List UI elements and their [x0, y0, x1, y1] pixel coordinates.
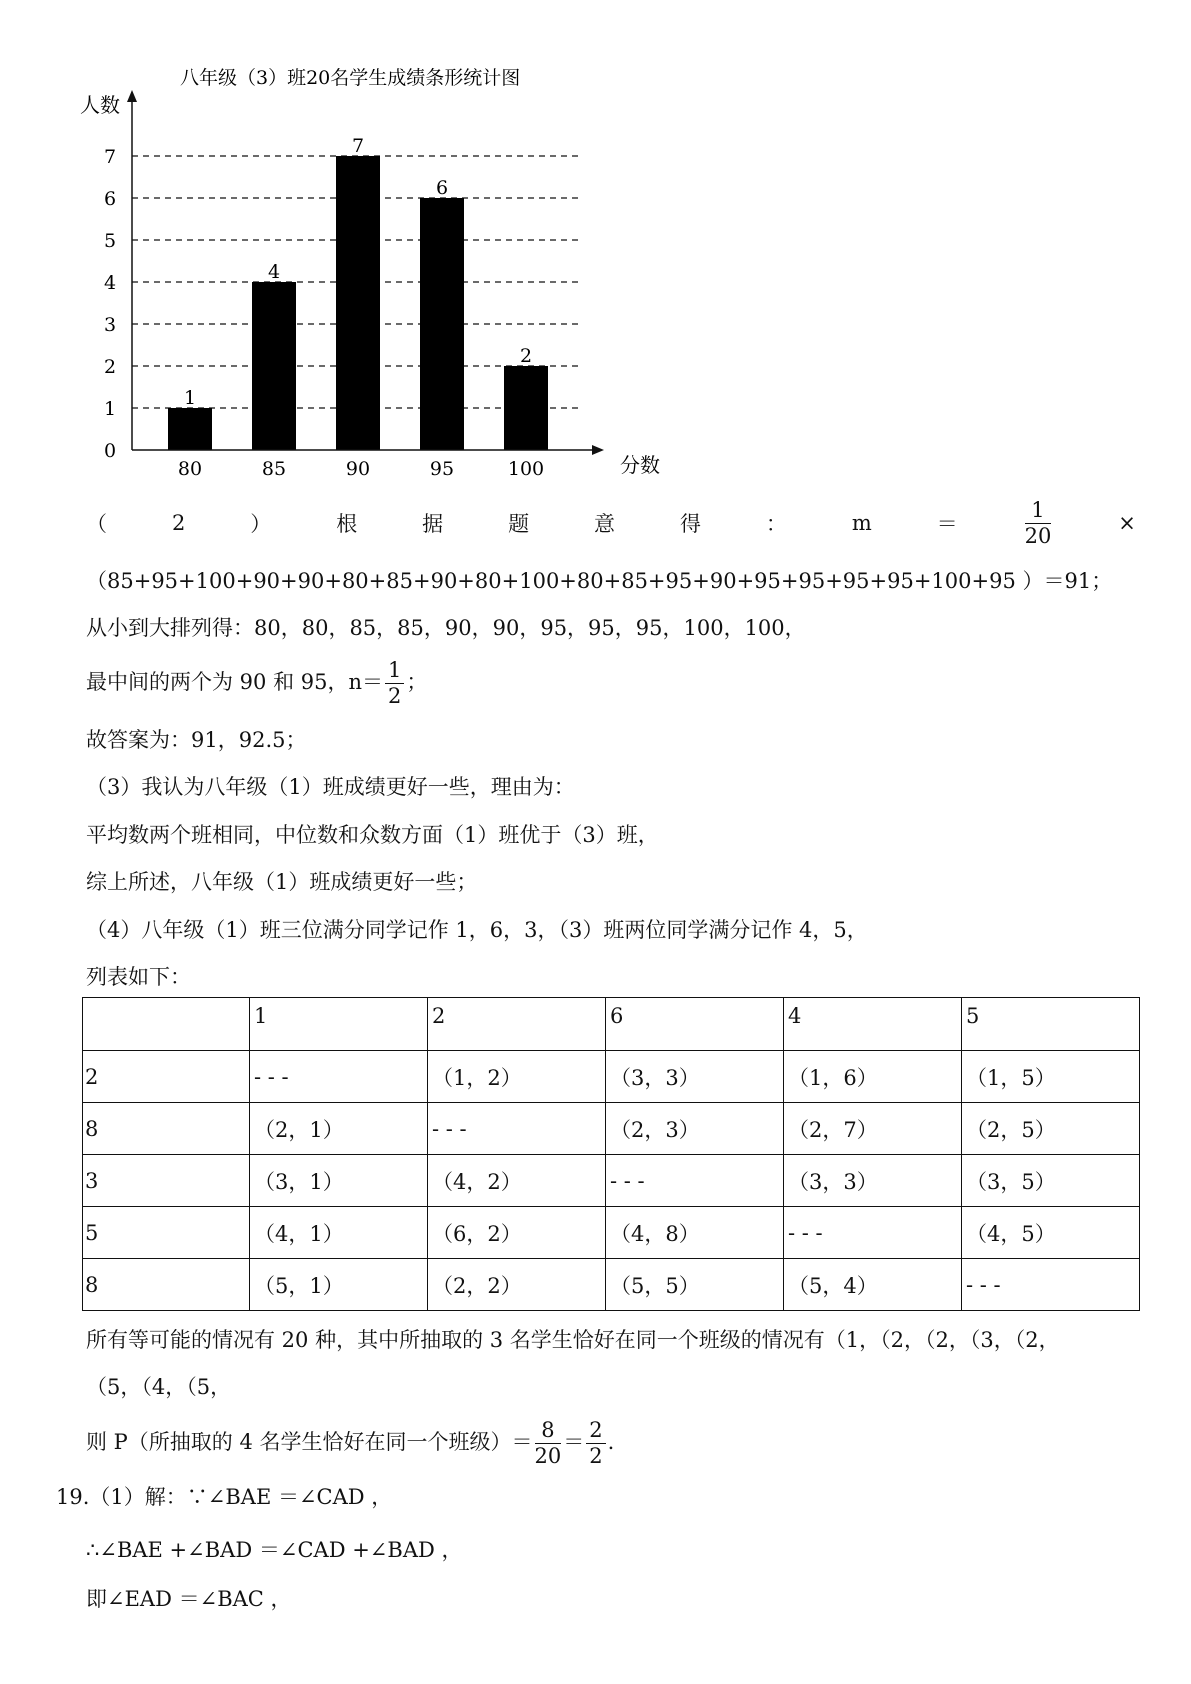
y-tick-label: 1 — [103, 398, 117, 420]
y-tick-label: 0 — [103, 440, 117, 462]
table-cell: （5，4） — [784, 1259, 962, 1311]
bar — [420, 198, 464, 450]
table-header-cell: 6 — [606, 998, 784, 1051]
table-cell: （5，1） — [250, 1259, 428, 1311]
y-tick-label: 6 — [103, 188, 117, 210]
spread-char: 2 — [171, 511, 186, 535]
bar-chart-svg — [80, 60, 660, 490]
sum-expression: （85+95+100+90+90+80+85+90+80+100+80+85+95+90+95+95+95+95+100+95 ）＝91； — [86, 569, 1113, 593]
table-header-row — [83, 998, 1140, 1051]
table-header-cell: 2 — [428, 998, 606, 1051]
table-cell: （2，2） — [428, 1259, 606, 1311]
bar-value-label: 6 — [435, 177, 449, 199]
table-cell: - - - — [428, 1103, 606, 1155]
y-tick-label: 5 — [103, 230, 117, 252]
spread-char: ： — [765, 512, 787, 536]
table-header-cell — [83, 998, 250, 1051]
table-cell: 8 — [83, 1259, 250, 1311]
fraction-numerator: 1 — [1025, 500, 1052, 524]
table-cell: （5，5） — [606, 1259, 784, 1311]
chart-title: 八年级（3）班20名学生成绩条形统计图 — [180, 67, 521, 89]
spread-char: m — [851, 511, 872, 535]
x-tick-label: 85 — [261, 458, 287, 480]
fraction-one-twentieth — [1024, 497, 1052, 548]
bar-value-label: 7 — [351, 135, 365, 157]
table-cell: （4，2） — [428, 1155, 606, 1207]
table-row — [83, 1155, 1140, 1207]
q19-line3: 即∠EAD ＝∠BAC ， — [86, 1587, 292, 1611]
part4-line1: （4）八年级（1）班三位满分同学记作 1，6，3，（3）班两位同学满分记作 4，5， — [86, 918, 868, 942]
y-axis-label: 人数 — [80, 93, 120, 117]
part3-line3: 综上所述，八年级（1）班成绩更好一些； — [86, 870, 478, 894]
bar-value-label: 1 — [183, 387, 197, 409]
table-cell: - - - — [250, 1051, 428, 1103]
x-tick-label: 95 — [429, 458, 455, 480]
median-suffix: ； — [406, 670, 428, 694]
table-cell: - - - — [962, 1259, 1140, 1311]
table-cell: （1，6） — [784, 1051, 962, 1103]
q19-line1: 19.（1）解：∵∠BAE ＝∠CAD ， — [56, 1485, 393, 1509]
table-cell: （3，3） — [784, 1155, 962, 1207]
probability-fraction-1 — [535, 1420, 562, 1467]
median-line — [86, 660, 427, 707]
part2-spread-line — [86, 497, 1136, 548]
table-cell: 5 — [83, 1207, 250, 1259]
fraction-numerator: 8 — [535, 1420, 562, 1444]
spread-char: 得 — [679, 512, 701, 536]
result-line1: 所有等可能的情况有 20 种，其中所抽取的 3 名学生恰好在同一个班级的情况有（1，（2，（2，（3，（2， — [86, 1328, 1060, 1352]
q19-line2: ∴∠BAE +∠BAD ＝∠CAD +∠BAD ， — [86, 1538, 463, 1562]
fraction-denominator: 20 — [534, 1444, 562, 1468]
fraction-denominator: 2 — [589, 1444, 603, 1468]
bar-value-label: 4 — [267, 261, 281, 283]
table-row — [83, 1259, 1140, 1311]
table-row — [83, 1051, 1140, 1103]
table-cell: （2，1） — [250, 1103, 428, 1155]
spread-char: 根 — [336, 512, 358, 536]
probability-line — [86, 1420, 614, 1467]
probability-fraction-2 — [586, 1420, 605, 1467]
bar — [504, 366, 548, 450]
spread-char: ） — [250, 512, 272, 536]
table-cell: （1，2） — [428, 1051, 606, 1103]
spread-char: 据 — [422, 512, 444, 536]
bar — [336, 156, 380, 450]
times-sign: × — [1118, 511, 1136, 535]
x-tick-label: 80 — [177, 458, 203, 480]
y-tick-label: 3 — [103, 314, 117, 336]
probability-prefix: 则 P（所抽取的 4 名学生恰好在同一个班级）＝ — [86, 1430, 533, 1454]
table-cell: （3，3） — [606, 1051, 784, 1103]
table-cell: （2，3） — [606, 1103, 784, 1155]
table-header-cell: 1 — [250, 998, 428, 1051]
table-header-cell: 4 — [784, 998, 962, 1051]
spread-char: 意 — [594, 512, 615, 536]
x-tick-label: 90 — [345, 458, 371, 480]
table-header-cell: 5 — [962, 998, 1140, 1051]
y-tick-label: 4 — [103, 272, 117, 294]
part3-line2: 平均数两个班相同，中位数和众数方面（1）班优于（3）班， — [86, 823, 659, 847]
x-tick-label: 100 — [507, 458, 545, 480]
spread-char: ＝ — [936, 512, 958, 536]
median-prefix: 最中间的两个为 90 和 95，n＝ — [86, 670, 383, 694]
spread-char: （ — [86, 512, 107, 536]
result-line2: （5，（4，（5， — [86, 1375, 232, 1399]
fraction-denominator: 2 — [388, 684, 402, 708]
outcome-table — [82, 997, 1140, 1311]
y-tick-label: 2 — [103, 356, 117, 378]
fraction-numerator: 1 — [385, 660, 404, 684]
answer-line: 故答案为：91，92.5； — [86, 728, 307, 752]
table-cell: - - - — [784, 1207, 962, 1259]
x-axis-arrow — [592, 445, 604, 455]
median-fraction — [385, 660, 404, 707]
x-axis-label: 分数 — [620, 453, 660, 477]
table-cell: （2，7） — [784, 1103, 962, 1155]
bar — [252, 282, 296, 450]
table-cell: （4，8） — [606, 1207, 784, 1259]
table-cell: 8 — [83, 1103, 250, 1155]
table-cell: - - - — [606, 1155, 784, 1207]
table-cell: 3 — [83, 1155, 250, 1207]
table-cell: （3，1） — [250, 1155, 428, 1207]
part3-line1: （3）我认为八年级（1）班成绩更好一些，理由为： — [86, 775, 575, 799]
equals-sign: ＝ — [563, 1430, 585, 1454]
bar-chart — [80, 60, 660, 490]
bar-value-label: 2 — [519, 345, 533, 367]
spread-char: 题 — [508, 512, 530, 536]
table-cell: 2 — [83, 1051, 250, 1103]
y-axis-arrow — [127, 90, 137, 102]
table-cell: （3，5） — [962, 1155, 1140, 1207]
table-cell: （2，5） — [962, 1103, 1140, 1155]
table-row — [83, 1207, 1140, 1259]
table-row — [83, 1103, 1140, 1155]
bar — [168, 408, 212, 450]
fraction-denominator: 20 — [1024, 523, 1052, 548]
sorted-list: 从小到大排列得：80，80，85，85，90，90，95，95，95，100，100， — [86, 616, 806, 640]
fraction-numerator: 2 — [586, 1420, 605, 1444]
table-cell: （4，5） — [962, 1207, 1140, 1259]
part4-line2: 列表如下： — [86, 965, 191, 989]
y-tick-label: 7 — [103, 146, 117, 168]
table-cell: （6，2） — [428, 1207, 606, 1259]
table-cell: （4，1） — [250, 1207, 428, 1259]
probability-suffix: . — [607, 1430, 615, 1454]
table-cell: （1，5） — [962, 1051, 1140, 1103]
